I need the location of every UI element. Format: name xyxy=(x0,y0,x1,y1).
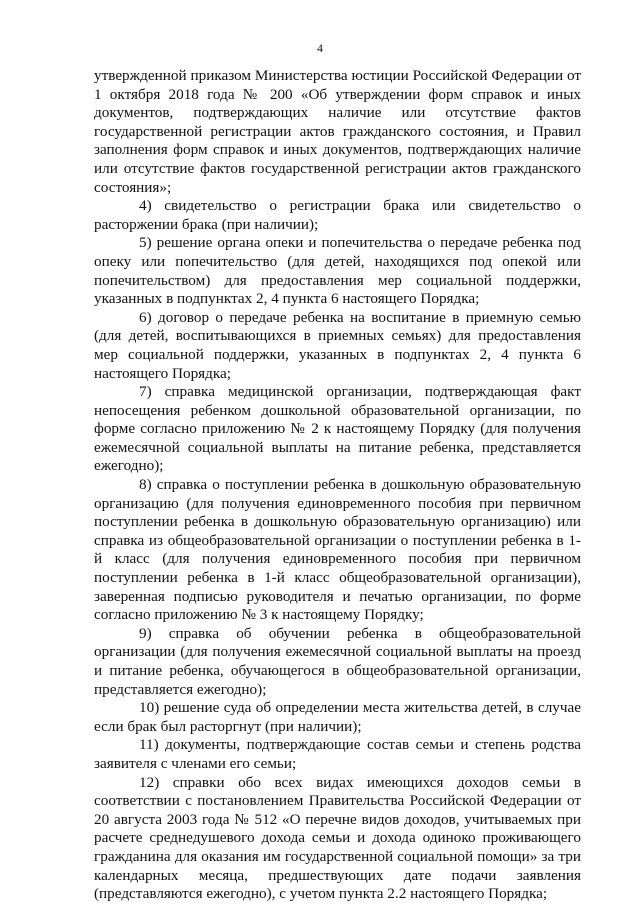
paragraph-continuation: утвержденной приказом Министерства юстиции Российской Федерации от 1 октября 2018 года № 200 «Об утверждении форм справок и иных документов, подтверждающих наличие или отсутствие фактов государственной регистрации актов гражданского состояния, и Правил заполнения форм справок и иных документов, подтверждающих наличие или отсутствие фактов государственной регистрации актов гражданского состояния»; xyxy=(94,67,581,196)
list-item-5: 5) решение органа опеки и попечительства о передаче ребенка под опеку или попечительство (для детей, находящихся под опекой или попечительством) для предоставления мер социальной поддержки, указанных в подпунктах 2, 4 пункта 6 настоящего Порядка; xyxy=(94,234,581,308)
list-item-12: 12) справки обо всех видах имеющихся доходов семьи в соответствии с постановлением Правительства Российской Федерации от 20 августа 2003 года № 512 «О перечне видов доходов, учитываемых при расчете среднедушевого дохода семьи и дохода одиноко проживающего гражданина для оказания им государственной социальной помощи» за три календарных месяца, предшествующих дате подачи заявления (представляются ежегодно), с учетом пункта 2.2 настоящего Порядка; xyxy=(94,773,581,903)
list-item-9: 9) справка об обучении ребенка в общеобразовательной организации (для получения ежемесячной социальной выплаты на проезд и питание ребенка, обучающегося в общеобразовательной организации, представляется ежегодно); xyxy=(94,624,581,698)
list-item-11: 11) документы, подтверждающие состав семьи и степень родства заявителя с членами его семьи; xyxy=(94,736,581,772)
list-item-8: 8) справка о поступлении ребенка в дошкольную образовательную организацию (для получения единовременного пособия при первичном поступлении ребенка в дошкольную образовательную организацию) или справка из общеобразовательной организации о поступлении ребенка в 1-й класс (для получения единовременного пособия при первичном поступлении ребенка в 1-й класс общеобразовательной организации), заверенная подписью руководителя и печатью организации, по форме согласно приложению № 3 к настоящему Порядку; xyxy=(94,476,581,624)
list-item-7: 7) справка медицинской организации, подтверждающая факт непосещения ребенком дошкольной образовательной организации, по форме согласно приложению № 2 к настоящему Порядку (для получения ежемесячной социальной выплаты на питание ребенка, представляется ежегодно); xyxy=(94,383,581,475)
list-item-6: 6) договор о передаче ребенка на воспитание в приемную семью (для детей, воспитывающихся в приемных семьях) для предоставления мер социальной поддержки, указанных в подпунктах 2, 4 пункта 6 настоящего Порядка; xyxy=(94,308,581,382)
list-item-10: 10) решение суда об определении места жительства детей, в случае если брак был расторгнут (при наличии); xyxy=(94,699,581,735)
list-item-4: 4) свидетельство о регистрации брака или свидетельство о расторжении брака (при наличии); xyxy=(94,197,581,233)
document-body xyxy=(94,67,581,904)
page-number: 4 xyxy=(317,41,323,55)
